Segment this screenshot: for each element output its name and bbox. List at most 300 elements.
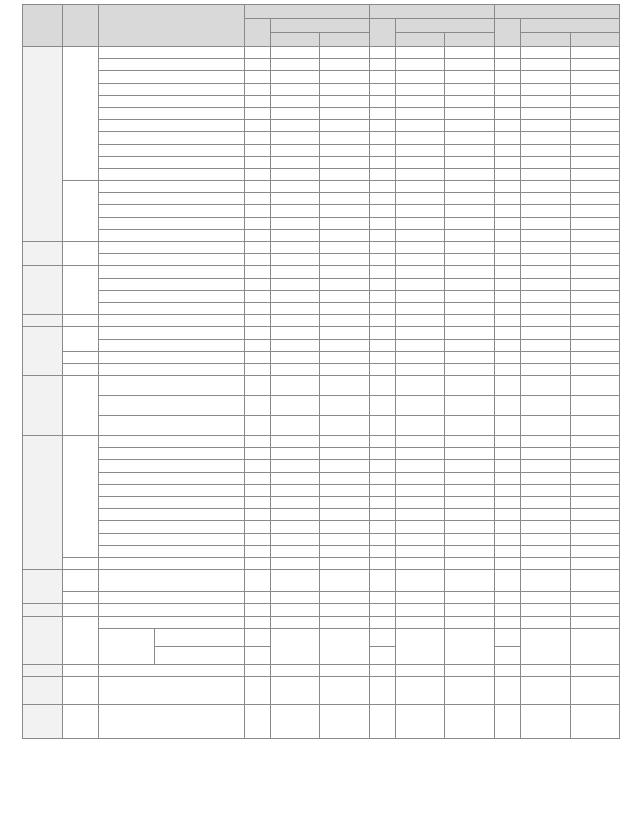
quota-cell	[369, 120, 395, 132]
unit-cell	[98, 83, 244, 95]
quota-cell	[244, 484, 270, 496]
ratio-cell	[396, 95, 445, 107]
table-row	[23, 47, 620, 59]
ratio-cell	[570, 302, 619, 314]
table-row	[23, 339, 620, 351]
unit-cell	[98, 570, 244, 592]
table-row	[23, 217, 620, 229]
table-row	[23, 302, 620, 314]
ratio-cell	[521, 181, 570, 193]
quota-cell	[244, 254, 270, 266]
ratio-cell	[320, 570, 369, 592]
header-group-essay	[494, 5, 619, 19]
ratio-cell	[521, 472, 570, 484]
quota-cell	[369, 436, 395, 448]
ratio-cell	[445, 396, 494, 416]
college-cell	[23, 616, 63, 664]
ratio-cell	[320, 533, 369, 545]
quota-cell	[244, 217, 270, 229]
ratio-cell	[445, 59, 494, 71]
table-row	[23, 168, 620, 180]
quota-cell	[369, 290, 395, 302]
ratio-cell	[320, 156, 369, 168]
unit-cell	[98, 484, 244, 496]
ratio-cell	[445, 676, 494, 704]
college-cell	[23, 664, 63, 676]
table-row	[23, 144, 620, 156]
unit-cell	[98, 254, 244, 266]
ratio-cell	[570, 205, 619, 217]
header-group-subject	[244, 5, 369, 19]
quota-cell	[369, 570, 395, 592]
quota-cell	[369, 509, 395, 521]
quota-cell	[244, 83, 270, 95]
field-cell	[62, 315, 98, 327]
quota-cell	[494, 168, 520, 180]
table-row	[23, 156, 620, 168]
ratio-cell	[320, 327, 369, 339]
ratio-cell	[521, 266, 570, 278]
college-cell	[23, 570, 63, 604]
ratio-cell	[270, 521, 319, 533]
ratio-cell	[570, 497, 619, 509]
ratio-cell	[270, 168, 319, 180]
unit-cell	[98, 59, 244, 71]
ratio-cell	[270, 59, 319, 71]
college-cell	[23, 315, 63, 327]
ratio-cell	[445, 460, 494, 472]
field-cell	[62, 557, 98, 569]
college-cell	[23, 376, 63, 436]
ratio-cell	[521, 290, 570, 302]
ratio-cell	[570, 315, 619, 327]
quota-cell	[244, 120, 270, 132]
ratio-cell	[521, 315, 570, 327]
ratio-cell	[396, 132, 445, 144]
quota-cell	[369, 315, 395, 327]
ratio-cell	[445, 545, 494, 557]
ratio-cell	[396, 278, 445, 290]
ratio-cell	[270, 557, 319, 569]
ratio-cell	[521, 704, 570, 738]
quota-cell	[244, 278, 270, 290]
table-row	[23, 254, 620, 266]
ratio-cell	[445, 376, 494, 396]
ratio-cell	[570, 327, 619, 339]
table-row	[23, 107, 620, 119]
ratio-cell	[320, 107, 369, 119]
ratio-cell	[445, 363, 494, 375]
header-year	[445, 33, 494, 47]
table-row	[23, 628, 620, 646]
unit-cell	[98, 509, 244, 521]
ratio-cell	[570, 545, 619, 557]
ratio-cell	[396, 704, 445, 738]
unit-cell	[98, 71, 244, 83]
ratio-cell	[270, 676, 319, 704]
ratio-cell	[320, 71, 369, 83]
ratio-cell	[570, 144, 619, 156]
field-cell	[62, 242, 98, 266]
ratio-cell	[396, 509, 445, 521]
ratio-cell	[521, 302, 570, 314]
table-row	[23, 604, 620, 616]
table-row	[23, 363, 620, 375]
table-row	[23, 676, 620, 704]
ratio-cell	[521, 217, 570, 229]
ratio-cell	[445, 205, 494, 217]
ratio-cell	[270, 229, 319, 241]
ratio-cell	[445, 217, 494, 229]
ratio-cell	[445, 339, 494, 351]
quota-cell	[244, 557, 270, 569]
table-header	[23, 5, 620, 47]
table-row	[23, 704, 620, 738]
unit-cell	[98, 302, 244, 314]
ratio-cell	[570, 266, 619, 278]
ratio-cell	[270, 132, 319, 144]
ratio-cell	[320, 616, 369, 628]
quota-cell	[244, 545, 270, 557]
header-year	[570, 33, 619, 47]
ratio-cell	[521, 497, 570, 509]
ratio-cell	[396, 156, 445, 168]
ratio-cell	[320, 484, 369, 496]
ratio-cell	[521, 448, 570, 460]
quota-cell	[494, 628, 520, 646]
ratio-cell	[320, 339, 369, 351]
quota-cell	[369, 229, 395, 241]
quota-cell	[494, 254, 520, 266]
ratio-cell	[270, 120, 319, 132]
ratio-cell	[570, 436, 619, 448]
ratio-cell	[570, 47, 619, 59]
ratio-cell	[396, 460, 445, 472]
quota-cell	[244, 436, 270, 448]
ratio-cell	[320, 132, 369, 144]
ratio-cell	[521, 132, 570, 144]
ratio-cell	[320, 545, 369, 557]
ratio-cell	[445, 71, 494, 83]
quota-cell	[369, 266, 395, 278]
quota-cell	[369, 460, 395, 472]
ratio-cell	[320, 229, 369, 241]
ratio-cell	[396, 181, 445, 193]
quota-cell	[494, 217, 520, 229]
quota-cell	[494, 676, 520, 704]
quota-cell	[244, 205, 270, 217]
unit-cell	[98, 416, 244, 436]
ratio-cell	[445, 315, 494, 327]
ratio-cell	[270, 83, 319, 95]
header-year	[521, 33, 570, 47]
field-cell	[62, 436, 98, 558]
ratio-cell	[570, 570, 619, 592]
ratio-cell	[445, 436, 494, 448]
quota-cell	[494, 521, 520, 533]
ratio-cell	[445, 351, 494, 363]
ratio-cell	[521, 509, 570, 521]
unit-cell	[98, 545, 244, 557]
ratio-cell	[445, 557, 494, 569]
table-row	[23, 327, 620, 339]
ratio-cell	[570, 604, 619, 616]
ratio-cell	[320, 47, 369, 59]
ratio-cell	[270, 448, 319, 460]
quota-cell	[369, 156, 395, 168]
ratio-cell	[445, 628, 494, 664]
ratio-cell	[570, 254, 619, 266]
ratio-cell	[320, 168, 369, 180]
unit-cell	[98, 363, 244, 375]
quota-cell	[494, 363, 520, 375]
ratio-cell	[521, 351, 570, 363]
ratio-cell	[445, 416, 494, 436]
ratio-cell	[570, 59, 619, 71]
ratio-cell	[396, 327, 445, 339]
ratio-cell	[445, 132, 494, 144]
ratio-cell	[570, 278, 619, 290]
unit-cell	[98, 266, 244, 278]
quota-cell	[244, 71, 270, 83]
quota-cell	[369, 616, 395, 628]
quota-cell	[244, 339, 270, 351]
ratio-cell	[521, 376, 570, 396]
field-cell	[62, 351, 98, 363]
quota-cell	[244, 396, 270, 416]
ratio-cell	[396, 59, 445, 71]
ratio-cell	[270, 416, 319, 436]
ratio-cell	[320, 436, 369, 448]
ratio-cell	[320, 302, 369, 314]
quota-cell	[494, 327, 520, 339]
table-row	[23, 497, 620, 509]
quota-cell	[494, 229, 520, 241]
quota-cell	[369, 676, 395, 704]
ratio-cell	[270, 664, 319, 676]
ratio-cell	[445, 95, 494, 107]
header-year	[320, 33, 369, 47]
ratio-cell	[396, 557, 445, 569]
quota-cell	[369, 302, 395, 314]
ratio-cell	[396, 266, 445, 278]
ratio-cell	[396, 242, 445, 254]
ratio-cell	[445, 83, 494, 95]
quota-cell	[244, 315, 270, 327]
ratio-cell	[320, 120, 369, 132]
unit-cell	[98, 396, 244, 416]
ratio-cell	[521, 327, 570, 339]
ratio-cell	[396, 144, 445, 156]
ratio-cell	[270, 181, 319, 193]
header-quota	[244, 19, 270, 47]
quota-cell	[369, 107, 395, 119]
quota-cell	[244, 168, 270, 180]
unit-cell	[98, 436, 244, 448]
ratio-cell	[570, 628, 619, 664]
quota-cell	[244, 132, 270, 144]
ratio-cell	[521, 592, 570, 604]
ratio-cell	[320, 664, 369, 676]
quota-cell	[244, 107, 270, 119]
ratio-cell	[320, 217, 369, 229]
ratio-cell	[320, 448, 369, 460]
field-cell	[62, 47, 98, 181]
ratio-cell	[270, 472, 319, 484]
college-cell	[23, 704, 63, 738]
quota-cell	[494, 396, 520, 416]
ratio-cell	[570, 156, 619, 168]
unit-cell	[98, 557, 244, 569]
ratio-cell	[570, 460, 619, 472]
quota-cell	[369, 327, 395, 339]
quota-cell	[369, 472, 395, 484]
quota-cell	[244, 521, 270, 533]
quota-cell	[244, 376, 270, 396]
ratio-cell	[521, 676, 570, 704]
ratio-cell	[445, 521, 494, 533]
unit-cell	[98, 521, 244, 533]
quota-cell	[369, 242, 395, 254]
ratio-cell	[445, 448, 494, 460]
table-row	[23, 396, 620, 416]
ratio-cell	[270, 628, 319, 664]
ratio-cell	[270, 509, 319, 521]
unit-cell	[98, 460, 244, 472]
unit-cell	[98, 120, 244, 132]
table-row	[23, 205, 620, 217]
ratio-cell	[396, 396, 445, 416]
quota-cell	[494, 290, 520, 302]
quota-cell	[494, 704, 520, 738]
unit-sub	[155, 647, 244, 664]
college-cell	[23, 327, 63, 376]
table-row	[23, 509, 620, 521]
ratio-cell	[396, 628, 445, 664]
ratio-cell	[521, 363, 570, 375]
unit-cell	[98, 628, 244, 664]
ratio-cell	[570, 472, 619, 484]
quota-cell	[369, 83, 395, 95]
ratio-cell	[320, 278, 369, 290]
quota-cell	[494, 266, 520, 278]
ratio-cell	[521, 107, 570, 119]
ratio-cell	[445, 229, 494, 241]
ratio-cell	[320, 144, 369, 156]
unit-cell	[98, 351, 244, 363]
quota-cell	[369, 168, 395, 180]
quota-cell	[369, 545, 395, 557]
quota-cell	[244, 229, 270, 241]
table-row	[23, 545, 620, 557]
quota-cell	[494, 545, 520, 557]
ratio-cell	[320, 592, 369, 604]
ratio-cell	[270, 47, 319, 59]
ratio-cell	[521, 545, 570, 557]
ratio-cell	[396, 363, 445, 375]
quota-cell	[244, 242, 270, 254]
ratio-cell	[396, 168, 445, 180]
ratio-cell	[570, 448, 619, 460]
ratio-cell	[396, 47, 445, 59]
quota-cell	[494, 592, 520, 604]
field-cell	[62, 616, 98, 664]
ratio-cell	[396, 616, 445, 628]
ratio-cell	[270, 484, 319, 496]
quota-cell	[494, 278, 520, 290]
ratio-cell	[396, 484, 445, 496]
quota-cell	[369, 376, 395, 396]
table-row	[23, 83, 620, 95]
quota-cell	[244, 570, 270, 592]
ratio-cell	[570, 83, 619, 95]
ratio-cell	[570, 509, 619, 521]
ratio-cell	[521, 83, 570, 95]
ratio-cell	[570, 376, 619, 396]
ratio-cell	[396, 604, 445, 616]
ratio-cell	[320, 704, 369, 738]
unit-cell	[98, 704, 244, 738]
ratio-cell	[521, 242, 570, 254]
table-row	[23, 120, 620, 132]
unit-cell	[98, 533, 244, 545]
unit-cell	[98, 242, 244, 254]
quota-cell	[494, 557, 520, 569]
quota-cell	[369, 217, 395, 229]
table-row	[23, 351, 620, 363]
ratio-cell	[270, 704, 319, 738]
ratio-cell	[320, 497, 369, 509]
field-cell	[62, 570, 98, 592]
quota-cell	[369, 278, 395, 290]
field-cell	[62, 376, 98, 436]
ratio-cell	[445, 664, 494, 676]
quota-cell	[494, 302, 520, 314]
ratio-cell	[320, 181, 369, 193]
ratio-cell	[396, 497, 445, 509]
table-row	[23, 278, 620, 290]
ratio-cell	[570, 676, 619, 704]
ratio-cell	[570, 416, 619, 436]
header-college	[23, 5, 63, 47]
ratio-cell	[320, 205, 369, 217]
ratio-cell	[445, 290, 494, 302]
unit-cell	[98, 278, 244, 290]
field-cell	[62, 266, 98, 315]
quota-cell	[494, 132, 520, 144]
ratio-cell	[570, 71, 619, 83]
unit-cell	[98, 339, 244, 351]
table-row	[23, 521, 620, 533]
ratio-cell	[521, 616, 570, 628]
ratio-cell	[521, 95, 570, 107]
ratio-cell	[320, 266, 369, 278]
quota-cell	[494, 570, 520, 592]
table-row	[23, 132, 620, 144]
field-cell	[62, 664, 98, 676]
header-ratio	[396, 19, 495, 33]
quota-cell	[369, 351, 395, 363]
ratio-cell	[570, 521, 619, 533]
ratio-cell	[270, 570, 319, 592]
quota-cell	[369, 47, 395, 59]
quota-cell	[369, 592, 395, 604]
ratio-cell	[570, 339, 619, 351]
quota-cell	[244, 59, 270, 71]
quota-cell	[369, 144, 395, 156]
unit-cell	[98, 472, 244, 484]
ratio-cell	[445, 484, 494, 496]
